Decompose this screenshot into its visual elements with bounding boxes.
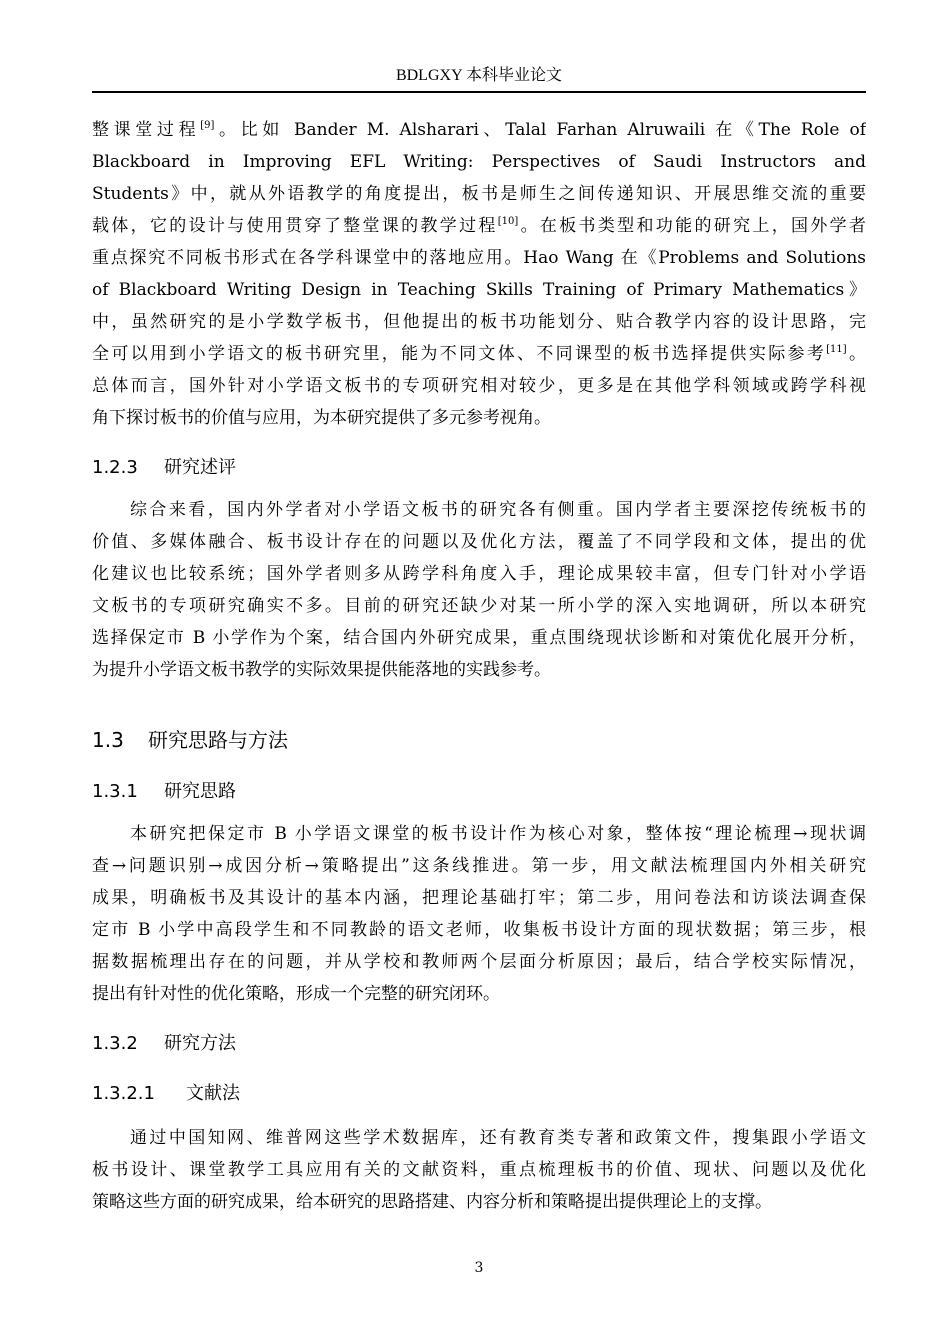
header-rule (92, 91, 866, 93)
body-line: 成果，明确板书及其设计的基本内涵，把理论基础打牢；第二步，用问卷法和访谈法调查保 (92, 888, 866, 908)
section-heading-1-3-2-1: 1.3.2.1 文献法 (92, 1083, 240, 1104)
section-heading-1-3: 1.3 研究思路与方法 (92, 728, 288, 752)
body-line: 化建议也比较系统；国外学者则多从跨学科角度入手，理论成果较丰富，但专门针对小学语 (92, 564, 866, 584)
body-line: 载体，它的设计与使用贯穿了整堂课的教学过程[10]。在板书类型和功能的研究上，国外学者 (92, 216, 866, 236)
body-line: 整课堂过程[9]。比如 Bander M. Alsharari、Talal Farhan Alruwaili 在《The Role of (92, 120, 866, 140)
body-line: Blackboard in Improving EFL Writing: Perspectives of Saudi Instructors and (92, 152, 866, 172)
section-heading-1-3-2: 1.3.2 研究方法 (92, 1033, 236, 1054)
body-line: 板书设计、课堂教学工具应用有关的文献资料，重点梳理板书的价值、现状、问题以及优化 (92, 1160, 866, 1180)
running-header: BDLGXY 本科毕业论文 (395, 67, 563, 84)
body-line: 为提升小学语文板书教学的实际效果提供能落地的实践参考。 (92, 660, 551, 680)
body-line: 查→问题识别→成因分析→策略提出”这条线推进。第一步，用文献法梳理国内外相关研究 (92, 856, 866, 876)
body-line: 总体而言，国外针对小学语文板书的专项研究相对较少，更多是在其他学科领域或跨学科视 (92, 376, 866, 396)
body-line: 文板书的专项研究确实不多。目前的研究还缺少对某一所小学的深入实地调研，所以本研究 (92, 596, 866, 616)
citation-ref[interactable]: [11] (826, 344, 847, 355)
body-line: of Blackboard Writing Design in Teaching Skills Training of Primary Mathematics》 (92, 280, 866, 300)
section-heading-1-2-3: 1.2.3 研究述评 (92, 457, 236, 478)
body-line: 据数据梳理出存在的问题，并从学校和教师两个层面分析原因；最后，结合学校实际情况， (92, 952, 866, 972)
body-line: Students》中，就从外语教学的角度提出，板书是师生之间传递知识、开展思维交流的重要 (92, 184, 866, 204)
body-line: 角下探讨板书的价值与应用，为本研究提供了多元参考视角。 (92, 408, 551, 428)
body-line: 定市 B 小学中高段学生和不同教龄的语文老师，收集板书设计方面的现状数据；第三步，根 (92, 920, 866, 940)
body-line: 通过中国知网、维普网这些学术数据库，还有教育类专著和政策文件，搜集跟小学语文 (130, 1128, 866, 1148)
body-line: 选择保定市 B 小学作为个案，结合国内外研究成果，重点围绕现状诊断和对策优化展开分析， (92, 628, 866, 648)
body-line: 价值、多媒体融合、板书设计存在的问题以及优化方法，覆盖了不同学段和文体，提出的优 (92, 532, 866, 552)
body-line: 综合来看，国内外学者对小学语文板书的研究各有侧重。国内学者主要深挖传统板书的 (130, 500, 866, 520)
body-line: 本研究把保定市 B 小学语文课堂的板书设计作为核心对象，整体按“理论梳理→现状调 (130, 824, 866, 844)
body-line: 中，虽然研究的是小学数学板书，但他提出的板书功能划分、贴合教学内容的设计思路，完 (92, 312, 866, 332)
body-line: 全可以用到小学语文的板书研究里，能为不同文体、不同课型的板书选择提供实际参考[11]。 (92, 344, 866, 364)
page-number: 3 (474, 1260, 484, 1276)
body-line: 提出有针对性的优化策略，形成一个完整的研究闭环。 (92, 984, 500, 1004)
citation-ref[interactable]: [10] (497, 216, 519, 227)
body-line: 策略这些方面的研究成果，给本研究的思路搭建、内容分析和策略提出提供理论上的支撑。 (92, 1192, 772, 1212)
body-line: 重点探究不同板书形式在各学科课堂中的落地应用。Hao Wang 在《Problems and Solutions (92, 248, 866, 268)
section-heading-1-3-1: 1.3.1 研究思路 (92, 781, 236, 802)
citation-ref[interactable]: [9] (200, 120, 215, 131)
